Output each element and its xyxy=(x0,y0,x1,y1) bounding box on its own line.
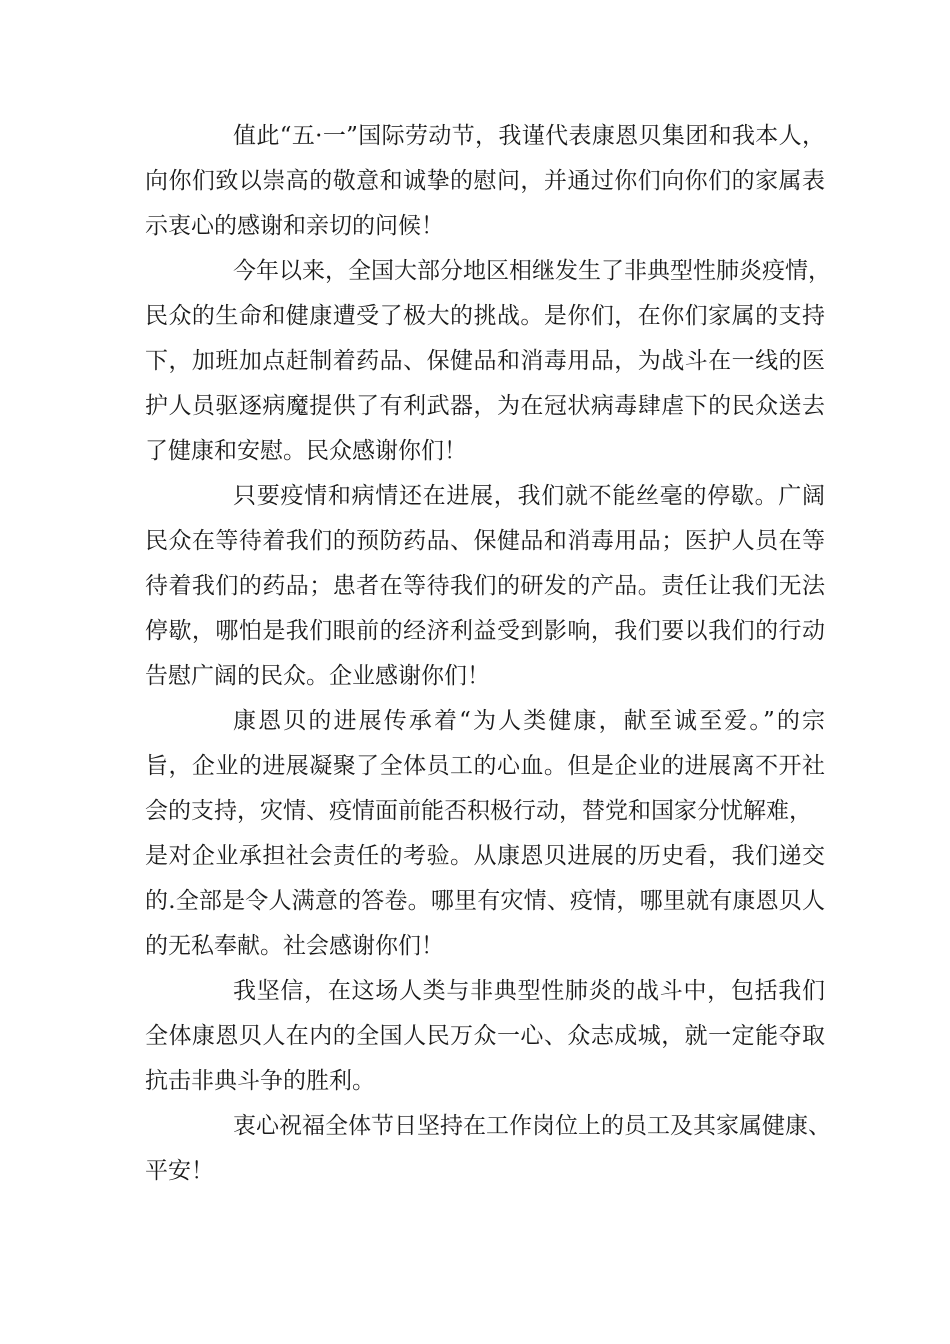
paragraph-2-line-2: 民众的生命和健康遭受了极大的挑战。是你们，在你们家属的支持 xyxy=(145,303,825,329)
paragraph-2-line-5: 了健康和安慰。民众感谢你们！ xyxy=(145,438,467,464)
paragraph-3-line-3: 待着我们的药品；患者在等待我们的研发的产品。责任让我们无法 xyxy=(145,573,825,599)
paragraph-3-line-5: 告慰广阔的民众。企业感谢你们！ xyxy=(145,663,490,689)
letter-body xyxy=(145,114,831,1194)
paragraph-1-line-2: 向你们致以崇高的敬意和诚挚的慰问，并通过你们向你们的家属表 xyxy=(145,168,825,194)
paragraph-6-line-2: 平安！ xyxy=(145,1158,214,1184)
paragraph-4-line-1: 康恩贝的进展传承着“为人类健康，献至诚至爱。”的宗 xyxy=(233,708,825,734)
paragraph-4-line-3: 会的支持，灾情、疫情面前能否积极行动，替党和国家分忧解难， xyxy=(145,798,812,824)
paragraph-5-line-2: 全体康恩贝人在内的全国人民万众一心、众志成城，就一定能夺取 xyxy=(145,1023,825,1049)
paragraph-2-line-4: 护人员驱逐病魔提供了有利武器，为在冠状病毒肆虐下的民众送去 xyxy=(145,393,825,419)
paragraph-2-line-3: 下，加班加点赶制着药品、保健品和消毒用品，为战斗在一线的医 xyxy=(145,348,825,374)
paragraph-5-line-3: 抗击非典斗争的胜利。 xyxy=(145,1068,375,1094)
paragraph-3-line-1: 只要疫情和病情还在进展，我们就不能丝毫的停歇。广阔 xyxy=(233,483,825,509)
paragraph-1-line-1: 值此“五·一”国际劳动节，我谨代表康恩贝集团和我本人， xyxy=(233,123,825,149)
paragraph-4-line-5: 的.全部是令人满意的答卷。哪里有灾情、疫情，哪里就有康恩贝人 xyxy=(145,888,825,914)
paragraph-5-line-1: 我坚信，在这场人类与非典型性肺炎的战斗中，包括我们 xyxy=(233,978,825,1004)
paragraph-1-line-3: 示衷心的感谢和亲切的问候！ xyxy=(145,213,444,239)
paragraph-2-line-1: 今年以来，全国大部分地区相继发生了非典型性肺炎疫情， xyxy=(233,258,831,284)
paragraph-4-line-6: 的无私奉献。社会感谢你们！ xyxy=(145,933,444,959)
paragraph-3-line-2: 民众在等待着我们的预防药品、保健品和消毒用品；医护人员在等 xyxy=(145,528,825,554)
paragraph-4-line-2: 旨，企业的进展凝聚了全体员工的心血。但是企业的进展离不开社 xyxy=(145,753,825,779)
paragraph-3-line-4: 停歇，哪怕是我们眼前的经济利益受到影响，我们要以我们的行动 xyxy=(145,618,825,644)
paragraph-4-line-4: 是对企业承担社会责任的考验。从康恩贝进展的历史看，我们递交 xyxy=(145,843,825,869)
paragraph-6-line-1: 衷心祝福全体节日坚持在工作岗位上的员工及其家属健康、 xyxy=(233,1113,831,1139)
